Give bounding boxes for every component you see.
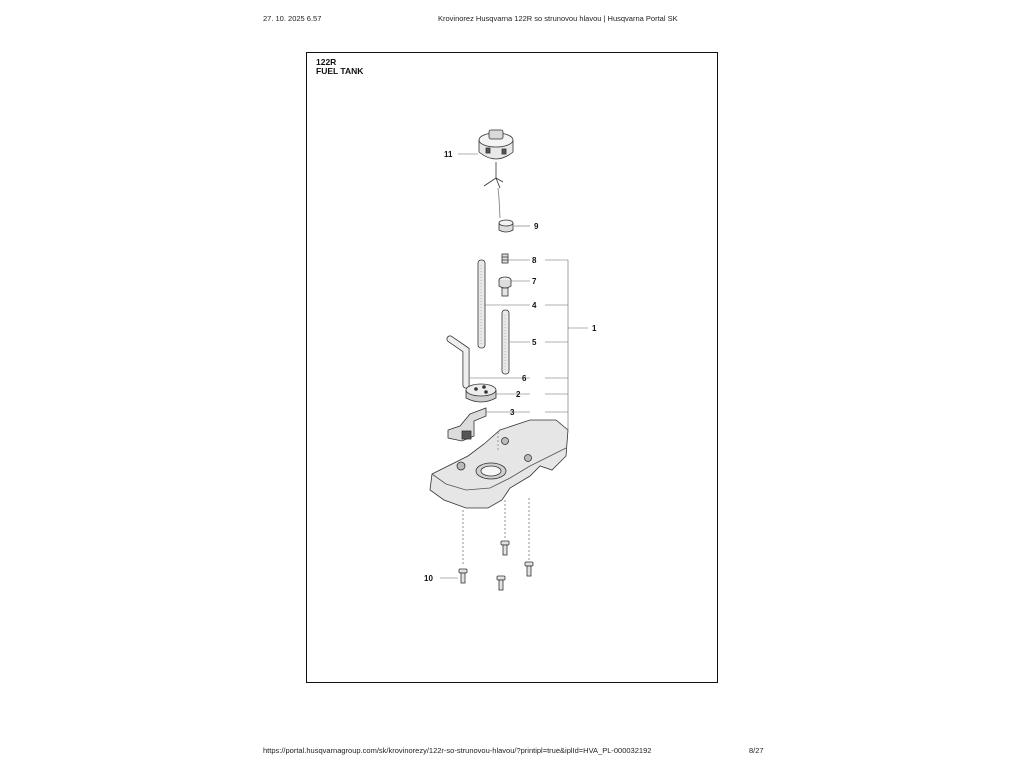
callout-4: 4 (532, 301, 537, 310)
part-fuel-hose (502, 310, 509, 374)
callout-10: 10 (424, 574, 433, 583)
part-fuel-filter (499, 220, 513, 232)
callout-11: 11 (444, 150, 453, 159)
page-title: Krovinorez Husqvarna 122R so strunovou hlavou | Husqvarna Portal SK (438, 14, 678, 23)
part-fitting (502, 254, 508, 263)
page-number: 8/27 (749, 746, 764, 755)
print-date: 27. 10. 2025 6.57 (263, 14, 322, 23)
model-label: 122R (316, 57, 337, 67)
callout-6: 6 (522, 374, 527, 383)
part-fuel-cap (479, 130, 513, 218)
part-bent-hose (450, 339, 466, 385)
callout-5: 5 (532, 338, 537, 347)
callout-2: 2 (516, 390, 521, 399)
callout-7: 7 (532, 277, 537, 286)
section-title: FUEL TANK (316, 66, 364, 76)
page-url: https://portal.husqvarnagroup.com/sk/krovinorezy/122r-so-strunovou-hlavou/?printipl=true&iplId=HVA_PL-000032192 (263, 746, 652, 755)
part-valve (499, 277, 511, 296)
part-fuel-hose-long (478, 260, 485, 348)
part-screws (459, 498, 533, 590)
callout-8: 8 (532, 256, 537, 265)
callout-9: 9 (534, 222, 539, 231)
leader-lines (440, 154, 588, 578)
part-bracket (448, 408, 486, 441)
callout-1: 1 (592, 324, 597, 333)
callout-3: 3 (510, 408, 515, 417)
part-grommet (466, 384, 496, 402)
